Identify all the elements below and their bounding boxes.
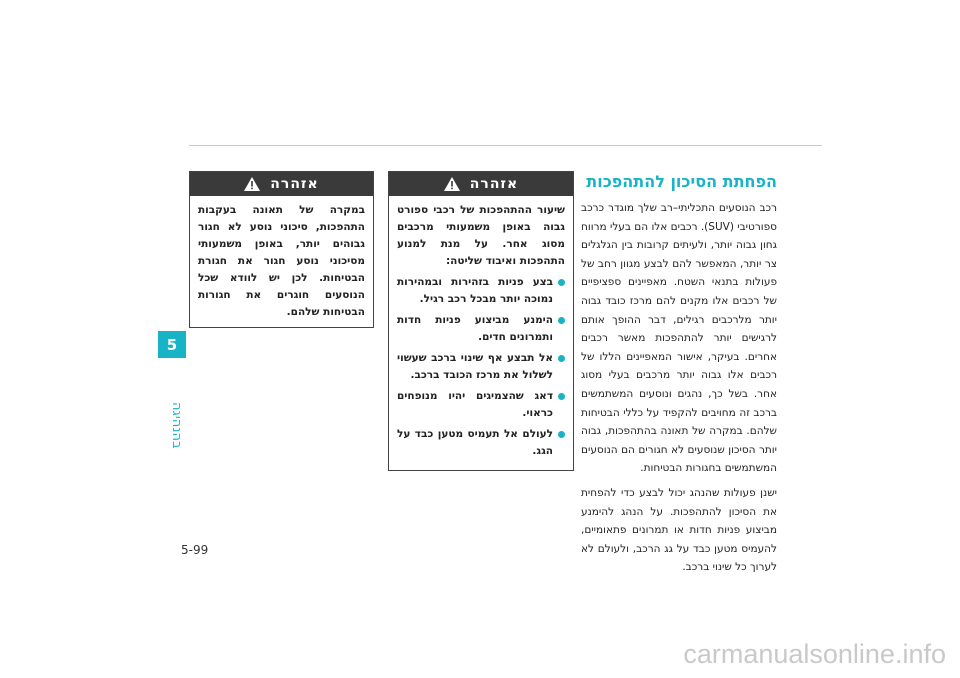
warning-list	[397, 274, 565, 460]
warning-header	[190, 172, 373, 196]
chapter-number: 5	[166, 335, 178, 354]
warning-box-left	[189, 171, 374, 328]
list-item: לעולם אל תעמיס מטען כבד על הגג.	[397, 426, 565, 460]
warning-intro: שיעור ההתהפכות של רכבי ספורט גבוה באופן משמעותי מרכבים מסוג אחר. על מנת למנוע התהפכות ואיבוד שליטה:	[397, 204, 565, 267]
list-item: דאג שהצמיגים יהיו מנופחים כראוי.	[397, 388, 565, 422]
chapter-label: בהנהיגה	[169, 401, 184, 448]
warning-body	[389, 196, 573, 470]
chapter-tab	[158, 331, 186, 358]
warning-box-middle	[388, 171, 574, 471]
top-rule	[189, 145, 822, 146]
body-paragraph: ישנן פעולות שהנהג יכול לבצע כדי להפחית את הסיכון להתהפכות. על הנהג להימנע מביצוע פניות חדות או תמרונים פתאומיים, להעמיס מטען כבד על גג הרכב, ולעולם לא לערוך כל שינוי ברכב.	[581, 486, 777, 574]
list-item: אל תבצע אף שינוי ברכב שעשוי לשלול את מרכז הכובד ברכב.	[397, 350, 565, 384]
warning-triangle-icon	[244, 177, 260, 191]
watermark: carmanualsonline.info	[683, 639, 946, 669]
section-title: הפחתת הסיכון להתהפכות	[586, 172, 777, 191]
list-item: הימנע מביצוע פניות חדות ותמרונים חדים.	[397, 312, 565, 346]
list-item: בצע פניות בזהירות ובמהירות נמוכה יותר מבכל רכב רגיל.	[397, 274, 565, 308]
warning-body: במקרה של תאונה בעקבות התהפכות, סיכוני נוסע לא חגור גבוהים יותר, באופן משמעותי מסיכוני נוסע חגור את חגורת הבטיחות. לכן יש לוודא שכל הנוסעים חוגרים את חגורות הבטיחות שלהם.	[198, 204, 365, 318]
body-paragraph: רכב הנוסעים התכליתי–רב שלך מוגדר כרכב ספורטיבי (SUV). רכבים אלו הם בעלי מרווח גחון גבוה יותר, ולעיתים קרובות בין הגלגלים צר יותר, המאפשר להם לבצע מגוון רחב של פעולות בתנאי השטח. מאפיינים ספציפיים של רכבים אלו מקנים להם מרכז כובד גבוה יותר מלרכבים רגילים, דבר ההופך אותם לרגישים יותר להתהפכות מאשר רכבים אחרים. בעיקר, אישור המאפיינים הללו של רכבים אלו גבוה יותר מרכבים בעלי מסוג אחר. בשל כך, נהגים ונוסעים המשתמשים ברכב זה מחויבים להקפיד על כללי הבטיחות שלהם. במקרה של תאונה בהתהפכות, גבוה יותר הסיכון שנוסעים לא חגורים הם הנוסעים המשתמשים בחגורות הבטיחות.	[581, 202, 777, 475]
warning-title: אזהרה	[469, 176, 519, 192]
warning-header	[389, 172, 573, 196]
page-number: 5-99	[181, 543, 209, 557]
warning-title: אזהרה	[270, 176, 319, 192]
warning-triangle-icon	[444, 177, 460, 191]
main-column	[581, 171, 777, 583]
